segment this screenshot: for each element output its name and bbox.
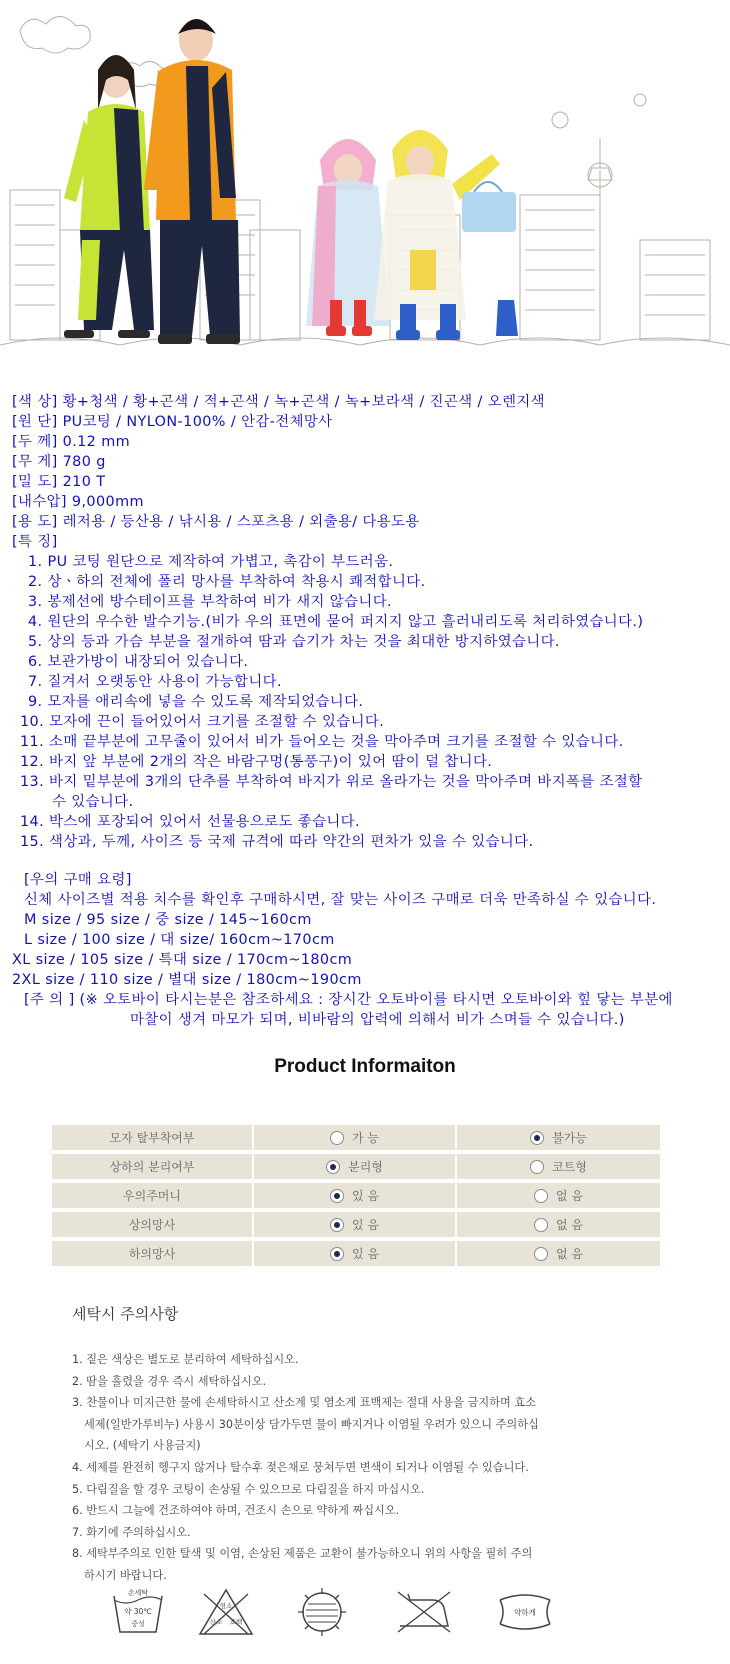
- feature-item-continued: 수 있습니다.: [52, 794, 134, 810]
- hero-illustration: [0, 0, 730, 372]
- feature-item: 13. 바지 밑부분에 3개의 단추를 부착하여 바지가 위로 올라가는 것을 막아주며 바지폭를 조절할: [20, 774, 643, 790]
- spec-thickness: [두 께] 0.12 mm: [12, 434, 131, 450]
- handwash-detergent: 중성: [131, 1620, 145, 1628]
- product-info-option[interactable]: [457, 1125, 660, 1150]
- feature-item: 6. 보관가방이 내장되어 있습니다.: [28, 654, 249, 670]
- washing-note: 7. 화기에 주의하십시오.: [72, 1525, 191, 1539]
- washing-title: 세탁시 주의사항: [72, 1305, 179, 1323]
- product-info-option[interactable]: [457, 1241, 660, 1266]
- spec-weight: [무 게] 780 g: [12, 454, 106, 470]
- product-specs: [12, 392, 724, 1030]
- purchase-guide-title: [우의 구매 요령]: [24, 872, 132, 888]
- washing-note-continued: 시오. (세탁기 사용금지): [84, 1439, 201, 1453]
- notice-text-continued: 마찰이 생겨 마모가 되며, 비바람의 압력에 의해서 비가 스며들 수 있습니다.): [130, 1012, 625, 1028]
- radio-unselected-icon[interactable]: [530, 1160, 544, 1174]
- feature-item: 5. 상의 등과 가슴 부분을 절개하여 땀과 습기가 차는 것을 최대한 방지하였습니다.: [28, 634, 560, 650]
- washing-notes: [72, 1349, 612, 1587]
- radio-selected-icon[interactable]: [326, 1160, 340, 1174]
- product-info-label: 모자 탈부착여부: [52, 1125, 254, 1150]
- product-info-option[interactable]: [254, 1241, 457, 1266]
- spec-usage: [용 도] 레저용 / 등산용 / 낚시용 / 스포츠용 / 외출용/ 다용도용: [12, 514, 420, 530]
- feature-item: 2. 상ㆍ하의 전체에 폴리 망사를 부착하여 착용시 쾌적합니다.: [28, 574, 426, 590]
- spec-water-pressure: [내수압] 9,000mm: [12, 494, 144, 510]
- feature-item: 7. 질겨서 오랫동안 사용이 가능합니다.: [28, 674, 282, 690]
- product-info-row: [52, 1125, 660, 1150]
- radio-unselected-icon[interactable]: [330, 1131, 344, 1145]
- product-info-row: [52, 1183, 660, 1208]
- product-info-label: 우의주머니: [52, 1183, 254, 1208]
- feature-item: 12. 바지 앞 부분에 2개의 작은 바람구멍(통풍구)이 있어 땀이 덜 찹니다.: [20, 754, 493, 770]
- washing-note-continued: 세제(일반가루비누) 사용시 30분이상 담가두면 물이 빠지거나 이염될 우려가 있으니 주의하십: [84, 1417, 539, 1431]
- product-info-table: [52, 1121, 660, 1270]
- product-info-row: [52, 1212, 660, 1237]
- spec-density: [밀 도] 210 T: [12, 474, 106, 490]
- washing-note: 1. 짙은 색상은 별도로 분리하여 세탁하십시오.: [72, 1353, 299, 1366]
- product-info-option-label: 없 음: [556, 1247, 583, 1261]
- product-info-option-label: 있 음: [352, 1218, 379, 1232]
- washing-note-continued: 하시기 바랍니다.: [84, 1568, 167, 1582]
- size-row: M size / 95 size / 중 size / 145~160cm: [24, 912, 312, 928]
- product-info-option[interactable]: [254, 1183, 457, 1208]
- size-row: 2XL size / 110 size / 별대 size / 180cm~190cm: [12, 972, 362, 988]
- no-bleach-icon: [196, 1586, 256, 1638]
- shade-dry-icon: [294, 1586, 350, 1638]
- washing-note: 3. 찬물이나 미지근한 물에 손세탁하시고 산소계 및 염소계 표백제는 절대 사용을 금지하며 효소: [72, 1396, 537, 1410]
- feature-item: 4. 원단의 우수한 발수기능.(비가 우의 표면에 묻어 퍼지지 않고 흘러내리도록 처리하였습니다.): [28, 614, 644, 630]
- spec-colors: [색 상] 황+청색 / 황+곤색 / 적+곤색 / 녹+곤색 / 녹+보라색 / 진곤색 / 오렌지색: [12, 394, 545, 410]
- product-info-title: Product Informaiton: [274, 1056, 456, 1077]
- product-info-option-label: 없 음: [556, 1189, 583, 1203]
- radio-selected-icon[interactable]: [530, 1131, 544, 1145]
- washing-note: 4. 세제를 완전히 헹구지 않거나 탈수후 젖은채로 뭉쳐두면 변색이 되거나 이염될 수 있습니다.: [72, 1460, 529, 1474]
- radio-unselected-icon[interactable]: [534, 1247, 548, 1261]
- washing-note: 2. 땀을 흘렸을 경우 즉시 세탁하십시오.: [72, 1374, 267, 1388]
- spec-features-heading: [특 징]: [12, 534, 58, 550]
- feature-item: 10. 모자에 끈이 들어있어서 크기를 조절할 수 있습니다.: [20, 714, 385, 730]
- product-info-option[interactable]: [457, 1154, 660, 1179]
- feature-item: 15. 색상과, 두께, 사이즈 등 국제 규격에 따라 약간의 편차가 있을 수 있습니다.: [20, 834, 534, 850]
- bleach-chlorine-label: 염소: [219, 1602, 233, 1610]
- bleach-label: 표백: [229, 1618, 243, 1626]
- size-row: L size / 100 size / 대 size/ 160cm~170cm: [24, 932, 335, 948]
- product-info-option-label: 가 능: [352, 1131, 379, 1145]
- radio-unselected-icon[interactable]: [534, 1189, 548, 1203]
- handwash-temp: 약 30℃: [124, 1607, 152, 1616]
- wring-gently-icon: [494, 1586, 556, 1638]
- product-info-option[interactable]: [457, 1212, 660, 1237]
- handwash-label: 손세탁: [127, 1589, 149, 1597]
- product-info-option[interactable]: [254, 1154, 457, 1179]
- product-info-row: [52, 1154, 660, 1179]
- product-info-label: 상하의 분리여부: [52, 1154, 254, 1179]
- bleach-oxygen-label: 산소: [209, 1618, 223, 1626]
- feature-item: 1. PU 코팅 원단으로 제작하여 가볍고, 촉감이 부드러움.: [28, 554, 394, 570]
- feature-item: 11. 소매 끝부분에 고무줄이 있어서 비가 들어오는 것을 막아주며 크기를 조절할 수 있습니다.: [20, 734, 624, 750]
- radio-selected-icon[interactable]: [330, 1247, 344, 1261]
- product-info-option-label: 불가능: [552, 1131, 587, 1145]
- washing-note: 6. 반드시 그늘에 건조하여야 하며, 건조시 손으로 약하게 짜십시오.: [72, 1504, 400, 1518]
- product-info-row: [52, 1241, 660, 1266]
- washing-note: 5. 다림질을 할 경우 코팅이 손상될 수 있으므로 다림질을 하지 마십시오.: [72, 1482, 425, 1496]
- washing-note: 8. 세탁부주의로 인한 탈색 및 이염, 손상된 제품은 교환이 불가능하오니 위의 사항을 필히 주의: [72, 1547, 533, 1561]
- product-info-option-label: 없 음: [556, 1218, 583, 1232]
- radio-selected-icon[interactable]: [330, 1218, 344, 1232]
- purchase-guide-intro: 신체 사이즈별 적용 치수를 확인후 구매하시면, 잘 맞는 사이즈 구매로 더욱 만족하실 수 있습니다.: [24, 892, 657, 908]
- product-info-label: 상의망사: [52, 1212, 254, 1237]
- radio-selected-icon[interactable]: [330, 1189, 344, 1203]
- product-info-label: 하의망사: [52, 1241, 254, 1266]
- product-info-option-label: 있 음: [352, 1189, 379, 1203]
- no-iron-icon: [392, 1586, 456, 1638]
- product-info-option-label: 있 음: [352, 1247, 379, 1261]
- product-info-option-label: 분리형: [348, 1160, 383, 1174]
- handwash-icon: [110, 1586, 166, 1638]
- feature-item: 9. 모자를 애리속에 넣을 수 있도록 제작되었습니다.: [28, 694, 364, 710]
- product-info-option[interactable]: [457, 1183, 660, 1208]
- spec-fabric: [원 단] PU코팅 / NYLON-100% / 안감-전체망사: [12, 414, 333, 430]
- notice-text: [주 의 ] (※ 오토바이 타시는분은 참조하세요 : 장시간 오토바이를 타시면 오토바이와 힢 닿는 부분에: [24, 992, 673, 1008]
- feature-item: 3. 봉제선에 방수테이프를 부착하여 비가 새지 않습니다.: [28, 594, 392, 610]
- product-info-option[interactable]: [254, 1212, 457, 1237]
- product-info-option-label: 코트형: [552, 1160, 587, 1174]
- product-info-option[interactable]: [254, 1125, 457, 1150]
- size-row: XL size / 105 size / 특대 size / 170cm~180cm: [12, 952, 353, 968]
- radio-unselected-icon[interactable]: [534, 1218, 548, 1232]
- feature-item: 14. 박스에 포장되어 있어서 선물용으로도 좋습니다.: [20, 814, 360, 830]
- hero-banner: [0, 0, 730, 372]
- wring-label: 약하게: [514, 1608, 536, 1617]
